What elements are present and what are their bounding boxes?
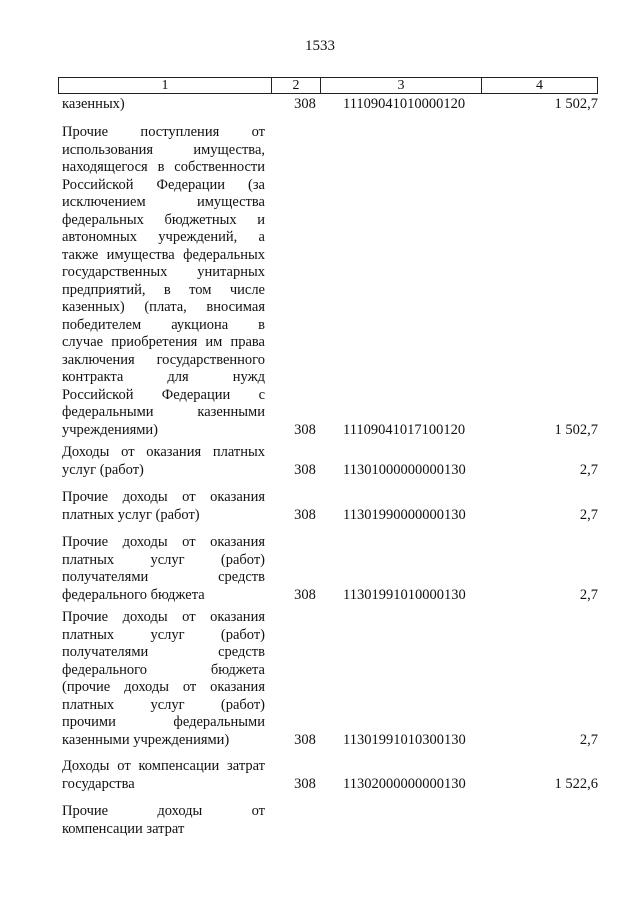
description-line: заключения государственного — [62, 351, 265, 368]
row-description — [62, 124, 265, 439]
header-col-2: 2 — [271, 78, 320, 93]
description-line: прочими федеральными — [62, 714, 265, 730]
description-line: предприятий, в том числе — [62, 281, 265, 298]
description-line: федеральными казенными — [62, 404, 265, 420]
header-col-4: 4 — [481, 78, 597, 93]
description-line: услуг (работ) — [62, 461, 144, 478]
row-amount: 1 522,6 — [554, 775, 598, 792]
description-line: Прочие доходы от — [62, 803, 265, 819]
table-row — [0, 534, 640, 604]
row-amount: 2,7 — [579, 506, 598, 523]
description-line: платных услуг (работ) — [62, 626, 265, 643]
table-row — [0, 489, 640, 524]
description-line: государственных унитарных — [62, 264, 265, 280]
description-line: Прочие поступления от — [62, 124, 265, 140]
row-description — [62, 758, 265, 793]
description-line: исключением имущества — [62, 194, 265, 210]
description-line: федерального бюджета — [62, 586, 205, 603]
description-line: автономных учреждений, а — [62, 229, 265, 245]
description-line: платных услуг (работ) — [62, 506, 200, 523]
description-line: победителем аукциона в — [62, 316, 265, 333]
row-code: 308 — [294, 506, 316, 523]
description-line: федерального бюджета — [62, 661, 265, 678]
row-kbk: 11301991010300130 — [343, 731, 466, 748]
table-row — [0, 96, 640, 114]
row-kbk: 11301991010000130 — [343, 586, 466, 603]
row-code: 308 — [294, 96, 316, 112]
header-col-1: 1 — [161, 78, 169, 93]
description-line: казенными учреждениями) — [62, 731, 230, 748]
row-code: 308 — [294, 731, 316, 748]
description-line: федеральных бюджетных и — [62, 211, 265, 228]
description-line: также имущества федеральных — [62, 246, 265, 263]
row-kbk: 11301990000000130 — [343, 506, 466, 523]
row-description — [62, 96, 265, 114]
description-line: Прочие доходы от оказания — [62, 534, 265, 550]
description-line: (прочие доходы от оказания — [62, 679, 265, 695]
row-amount: 1 502,7 — [554, 421, 598, 438]
description-line: находящегося в собственности — [62, 159, 265, 175]
description-line: казенных) (плата, вносимая — [62, 299, 265, 315]
row-kbk: 11302000000000130 — [343, 775, 466, 792]
row-description — [62, 534, 265, 604]
page-number: 1533 — [305, 38, 335, 54]
table-row — [0, 444, 640, 479]
row-kbk: 11301000000000130 — [343, 461, 466, 478]
description-line: использования имущества, — [62, 141, 265, 158]
description-line: платных услуг (работ) — [62, 696, 265, 713]
row-description — [62, 489, 265, 524]
row-amount: 2,7 — [579, 461, 598, 478]
row-code: 308 — [294, 461, 316, 478]
table-row — [0, 609, 640, 749]
description-line: Доходы от оказания платных — [62, 444, 265, 460]
description-line: Доходы от компенсации затрат — [62, 758, 265, 774]
header-col-3: 3 — [320, 78, 481, 93]
description-line: получателями средств — [62, 569, 265, 585]
description-line: Прочие доходы от оказания — [62, 609, 265, 625]
description-line: государства — [62, 775, 135, 792]
row-amount: 1 502,7 — [554, 96, 598, 112]
description-line: случае приобретения им права — [62, 334, 265, 350]
description-line: Российской Федерации (за — [62, 176, 265, 193]
description-line: компенсации затрат — [62, 820, 185, 837]
description-line: казенных) — [62, 96, 125, 112]
row-code: 308 — [294, 421, 316, 438]
row-kbk: 11109041010000120 — [343, 96, 466, 112]
table-row — [0, 758, 640, 793]
row-kbk: 11109041017100120 — [343, 421, 466, 438]
row-amount: 2,7 — [579, 586, 598, 603]
description-line: учреждениями) — [62, 421, 159, 438]
table-row — [0, 124, 640, 439]
row-description — [62, 609, 265, 749]
row-code: 308 — [294, 775, 316, 792]
description-line: контракта для нужд — [62, 369, 265, 385]
row-amount: 2,7 — [579, 731, 598, 748]
description-line: платных услуг (работ) — [62, 551, 265, 568]
description-line: получателями средств — [62, 644, 265, 660]
row-code: 308 — [294, 586, 316, 603]
table-header — [58, 77, 598, 94]
table-row — [0, 803, 640, 838]
row-description — [62, 803, 265, 838]
description-line: Прочие доходы от оказания — [62, 489, 265, 505]
row-description — [62, 444, 265, 479]
description-line: Российской Федерации с — [62, 386, 265, 403]
